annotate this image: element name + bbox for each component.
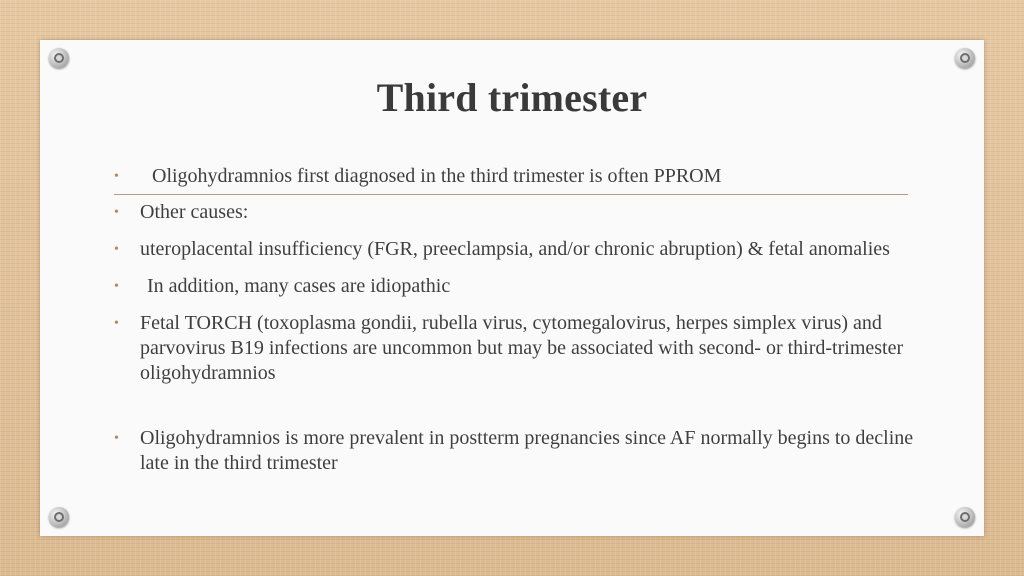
bullet-text: uteroplacental insufficiency (FGR, preeclampsia, and/or chronic abruption) & fetal anomalies — [140, 238, 890, 260]
bullet-item — [114, 426, 914, 476]
screw-icon — [49, 507, 69, 527]
bullet-item — [114, 311, 914, 386]
bullet-icon: • — [114, 169, 119, 184]
bullet-text: Other causes: — [140, 201, 249, 223]
bullet-icon: • — [114, 205, 119, 220]
bullet-item — [114, 200, 914, 225]
slide-title: Third trimester — [376, 75, 648, 120]
bullet-item — [114, 237, 914, 262]
divider-line — [114, 194, 908, 195]
screw-icon — [49, 48, 69, 68]
bullet-item — [114, 274, 914, 299]
bullet-icon: • — [114, 431, 119, 446]
slide-card — [40, 40, 984, 536]
bullet-text: Oligohydramnios is more prevalent in postterm pregnancies since AF normally begins to decline late in the third trimester — [140, 427, 914, 474]
bullet-text: In addition, many cases are idiopathic — [147, 275, 451, 297]
bullet-icon: • — [114, 316, 119, 331]
screw-icon — [955, 48, 975, 68]
bullet-text: Oligohydramnios first diagnosed in the third trimester is often PPROM — [152, 165, 722, 187]
bullet-text: Fetal TORCH (toxoplasma gondii, rubella virus, cytomegalovirus, herpes simplex virus) and parvovirus B19 infections are uncommon but may be associated with second- or third-trimester oligohydramnios — [140, 312, 904, 384]
bullet-item — [114, 164, 914, 189]
bullet-list — [114, 164, 914, 476]
screw-icon — [955, 507, 975, 527]
bullet-icon: • — [114, 242, 119, 257]
bullet-icon: • — [114, 279, 119, 294]
